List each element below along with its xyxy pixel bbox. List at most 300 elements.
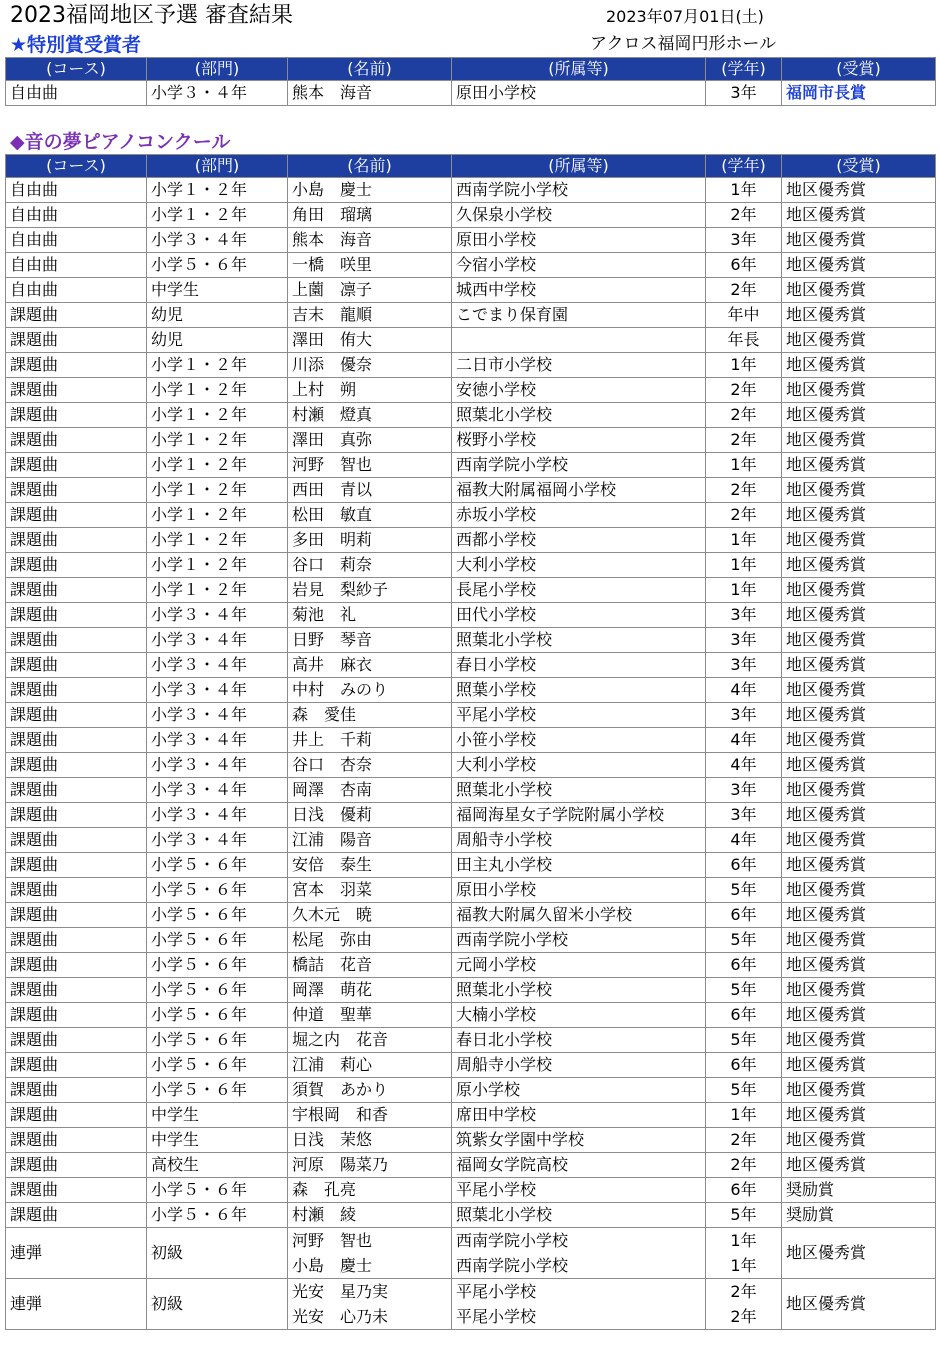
award-cell: 地区優秀賞 — [782, 828, 936, 853]
award-cell: 地区優秀賞 — [782, 1153, 936, 1178]
grade-cell: 2年 — [706, 1153, 782, 1178]
school-line: 平尾小学校 — [456, 1282, 537, 1301]
name-cell: 西田 青以 — [288, 478, 452, 503]
name-cell: 須賀 あかり — [288, 1078, 452, 1103]
award-cell: 地区優秀賞 — [782, 328, 936, 353]
column-header-school: (所属等) — [452, 58, 706, 81]
table-row — [6, 628, 936, 653]
school-cell: 原田小学校 — [452, 228, 706, 253]
school-cell: 筑紫女学園中学校 — [452, 1128, 706, 1153]
school-cell: 照葉北小学校 — [452, 978, 706, 1003]
school-cell: 福岡女学院高校 — [452, 1153, 706, 1178]
course-cell: 課題曲 — [6, 1028, 147, 1053]
name-cell: 岡澤 萌花 — [288, 978, 452, 1003]
concours-table-body — [6, 178, 936, 1330]
grade-cell: 5年 — [706, 1028, 782, 1053]
table-row — [6, 1178, 936, 1203]
school-line: 西南学院小学校 — [456, 1256, 569, 1275]
division-cell: 小学３・４年 — [147, 628, 288, 653]
table-row — [6, 828, 936, 853]
award-cell: 福岡市長賞 — [782, 81, 936, 106]
award-cell: 地区優秀賞 — [782, 878, 936, 903]
name-cell: 宇根岡 和香 — [288, 1103, 452, 1128]
division-cell: 小学１・２年 — [147, 203, 288, 228]
grade-cell: 1年 — [706, 578, 782, 603]
school-cell: 春日北小学校 — [452, 1028, 706, 1053]
course-cell: 課題曲 — [6, 953, 147, 978]
school-cell: 平尾小学校 — [452, 703, 706, 728]
grade-cell: 2年 — [706, 203, 782, 228]
division-cell: 小学３・４年 — [147, 803, 288, 828]
table-row — [6, 278, 936, 303]
duet-row — [6, 1279, 936, 1330]
award-cell: 地区優秀賞 — [782, 903, 936, 928]
school-cell: 大利小学校 — [452, 753, 706, 778]
course-cell: 課題曲 — [6, 728, 147, 753]
grade-cell: 5年 — [706, 1203, 782, 1228]
name-cell: 小島 慶士 — [288, 178, 452, 203]
name-cell: 宮本 羽菜 — [288, 878, 452, 903]
name-cell: 松尾 弥由 — [288, 928, 452, 953]
name-line: 河野 智也 — [292, 1231, 373, 1250]
name-line: 小島 慶士 — [292, 1256, 373, 1275]
table-row — [6, 578, 936, 603]
grade-cell: 2年 — [706, 478, 782, 503]
course-cell: 課題曲 — [6, 1078, 147, 1103]
name-cell: 上村 朔 — [288, 378, 452, 403]
division-cell: 小学１・２年 — [147, 453, 288, 478]
table-row — [6, 303, 936, 328]
table-row — [6, 203, 936, 228]
school-cell: 安徳小学校 — [452, 378, 706, 403]
course-cell: 課題曲 — [6, 978, 147, 1003]
award-cell: 地区優秀賞 — [782, 1003, 936, 1028]
name-cell: 中村 みのり — [288, 678, 452, 703]
division-cell: 小学１・２年 — [147, 403, 288, 428]
course-cell: 課題曲 — [6, 653, 147, 678]
school-cell — [452, 328, 706, 353]
grade-cell: 3年 — [706, 653, 782, 678]
name-cell: 江浦 陽音 — [288, 828, 452, 853]
award-cell: 地区優秀賞 — [782, 503, 936, 528]
course-cell: 課題曲 — [6, 478, 147, 503]
school-cell: こでまり保育園 — [452, 303, 706, 328]
course-cell: 課題曲 — [6, 828, 147, 853]
event-date: 2023年07月01日(土) — [606, 7, 764, 26]
award-cell: 地区優秀賞 — [782, 378, 936, 403]
division-cell: 小学３・４年 — [147, 603, 288, 628]
grade-cell: 年長 — [706, 328, 782, 353]
course-cell: 課題曲 — [6, 553, 147, 578]
table-row — [6, 1203, 936, 1228]
table-row — [6, 1153, 936, 1178]
name-cell: 上薗 凛子 — [288, 278, 452, 303]
course-cell: 課題曲 — [6, 428, 147, 453]
grade-cell: 6年 — [706, 953, 782, 978]
school-cell: 田代小学校 — [452, 603, 706, 628]
division-cell: 小学３・４年 — [147, 753, 288, 778]
column-header-award: (受賞) — [782, 58, 936, 81]
division-cell: 小学３・４年 — [147, 703, 288, 728]
course-cell: 課題曲 — [6, 378, 147, 403]
grade-cell: 6年 — [706, 853, 782, 878]
column-header-course: (コース) — [6, 155, 147, 178]
column-header-award: (受賞) — [782, 155, 936, 178]
course-cell: 課題曲 — [6, 1153, 147, 1178]
table-row — [6, 378, 936, 403]
award-cell: 地区優秀賞 — [782, 278, 936, 303]
event-venue: アクロス福岡円形ホール — [590, 34, 777, 54]
grade-cell: 2年 — [706, 428, 782, 453]
name-cell: 澤田 真弥 — [288, 428, 452, 453]
concours-results-table — [5, 154, 936, 1330]
grade-cell: 4年 — [706, 678, 782, 703]
school-cell: 周船寺小学校 — [452, 1053, 706, 1078]
course-cell: 課題曲 — [6, 853, 147, 878]
division-cell: 小学５・６年 — [147, 1178, 288, 1203]
division-cell: 幼児 — [147, 303, 288, 328]
grade-cell: 年中 — [706, 303, 782, 328]
course-cell: 課題曲 — [6, 703, 147, 728]
column-header-name: (名前) — [288, 58, 452, 81]
name-cell: 仲道 聖華 — [288, 1003, 452, 1028]
name-line: 光安 心乃未 — [292, 1307, 389, 1326]
grade-cell — [706, 1228, 782, 1279]
grade-cell: 2年 — [706, 403, 782, 428]
course-cell: 課題曲 — [6, 1003, 147, 1028]
name-cell: 河野 智也 — [288, 453, 452, 478]
table-row — [6, 1078, 936, 1103]
award-cell: 地区優秀賞 — [782, 728, 936, 753]
award-cell: 地区優秀賞 — [782, 803, 936, 828]
school-cell: 西南学院小学校 — [452, 928, 706, 953]
column-header-grade: (学年) — [706, 58, 782, 81]
name-cell: 森 愛佳 — [288, 703, 452, 728]
name-cell: 岡澤 杏南 — [288, 778, 452, 803]
school-cell — [452, 1228, 706, 1279]
school-cell: 赤坂小学校 — [452, 503, 706, 528]
division-cell: 小学５・６年 — [147, 953, 288, 978]
award-cell: 奨励賞 — [782, 1203, 936, 1228]
grade-line: 2年 — [730, 1282, 757, 1301]
grade-line: 1年 — [730, 1231, 757, 1250]
course-cell: 課題曲 — [6, 628, 147, 653]
course-cell: 課題曲 — [6, 778, 147, 803]
award-cell: 地区優秀賞 — [782, 853, 936, 878]
course-cell: 課題曲 — [6, 928, 147, 953]
award-cell: 地区優秀賞 — [782, 303, 936, 328]
name-cell: 松田 敏直 — [288, 503, 452, 528]
grade-cell: 2年 — [706, 1128, 782, 1153]
division-cell: 小学５・６年 — [147, 1028, 288, 1053]
column-header-grade: (学年) — [706, 155, 782, 178]
award-cell: 地区優秀賞 — [782, 703, 936, 728]
table-row — [6, 1028, 936, 1053]
table-row — [6, 678, 936, 703]
grade-cell: 6年 — [706, 253, 782, 278]
course-cell: 課題曲 — [6, 1203, 147, 1228]
division-cell: 小学１・２年 — [147, 378, 288, 403]
award-cell: 地区優秀賞 — [782, 428, 936, 453]
special-award-table — [5, 57, 936, 106]
name-cell: 谷口 莉奈 — [288, 553, 452, 578]
grade-cell: 1年 — [706, 453, 782, 478]
table-row — [6, 1003, 936, 1028]
division-cell: 小学１・２年 — [147, 553, 288, 578]
course-cell: 課題曲 — [6, 603, 147, 628]
table-row — [6, 428, 936, 453]
course-cell: 課題曲 — [6, 453, 147, 478]
award-cell: 地区優秀賞 — [782, 253, 936, 278]
school-cell: 田主丸小学校 — [452, 853, 706, 878]
name-cell: 高井 麻衣 — [288, 653, 452, 678]
course-cell: 課題曲 — [6, 503, 147, 528]
course-cell: 自由曲 — [6, 203, 147, 228]
division-cell: 小学５・６年 — [147, 1078, 288, 1103]
school-cell: 福教大附属久留米小学校 — [452, 903, 706, 928]
division-cell: 小学１・２年 — [147, 478, 288, 503]
award-cell: 地区優秀賞 — [782, 478, 936, 503]
grade-cell — [706, 1279, 782, 1330]
course-cell: 自由曲 — [6, 178, 147, 203]
name-cell: 安倍 泰生 — [288, 853, 452, 878]
division-cell: 小学５・６年 — [147, 1003, 288, 1028]
school-cell: 春日小学校 — [452, 653, 706, 678]
grade-cell: 2年 — [706, 278, 782, 303]
grade-line: 2年 — [730, 1307, 757, 1326]
school-cell: 西都小学校 — [452, 528, 706, 553]
name-cell: 谷口 杏奈 — [288, 753, 452, 778]
award-cell: 地区優秀賞 — [782, 928, 936, 953]
award-cell: 地区優秀賞 — [782, 1228, 936, 1279]
grade-cell: 1年 — [706, 353, 782, 378]
school-cell: 長尾小学校 — [452, 578, 706, 603]
grade-cell: 5年 — [706, 928, 782, 953]
name-cell: 一橋 咲里 — [288, 253, 452, 278]
school-cell: 照葉小学校 — [452, 678, 706, 703]
school-cell: 照葉北小学校 — [452, 1203, 706, 1228]
course-cell: 課題曲 — [6, 353, 147, 378]
grade-cell: 5年 — [706, 978, 782, 1003]
division-cell: 小学３・４年 — [147, 653, 288, 678]
award-cell: 地区優秀賞 — [782, 1279, 936, 1330]
table-row — [6, 978, 936, 1003]
course-cell: 自由曲 — [6, 278, 147, 303]
award-cell: 地区優秀賞 — [782, 1053, 936, 1078]
school-cell: 大利小学校 — [452, 553, 706, 578]
table-row — [6, 403, 936, 428]
table-row — [6, 178, 936, 203]
division-cell: 小学５・６年 — [147, 1053, 288, 1078]
name-cell: 吉末 龍順 — [288, 303, 452, 328]
grade-cell: 3年 — [706, 778, 782, 803]
division-cell: 小学１・２年 — [147, 528, 288, 553]
course-cell: 課題曲 — [6, 753, 147, 778]
name-line: 光安 星乃実 — [292, 1282, 389, 1301]
division-cell: 小学１・２年 — [147, 353, 288, 378]
grade-cell: 4年 — [706, 753, 782, 778]
name-cell: 日野 琴音 — [288, 628, 452, 653]
division-cell: 高校生 — [147, 1153, 288, 1178]
table-header-row — [6, 155, 936, 178]
grade-cell: 5年 — [706, 878, 782, 903]
name-cell: 井上 千莉 — [288, 728, 452, 753]
table-row — [6, 778, 936, 803]
table-row — [6, 503, 936, 528]
division-cell: 小学３・４年 — [147, 828, 288, 853]
school-cell — [452, 1279, 706, 1330]
division-cell: 小学１・２年 — [147, 503, 288, 528]
name-cell: 多田 明莉 — [288, 528, 452, 553]
division-cell: 中学生 — [147, 1128, 288, 1153]
column-header-division: (部門) — [147, 58, 288, 81]
school-cell: 西南学院小学校 — [452, 453, 706, 478]
name-cell — [288, 1228, 452, 1279]
award-cell: 地区優秀賞 — [782, 353, 936, 378]
name-cell: 日浅 優莉 — [288, 803, 452, 828]
course-cell: 連弾 — [6, 1279, 147, 1330]
award-cell: 地区優秀賞 — [782, 753, 936, 778]
course-cell: 課題曲 — [6, 403, 147, 428]
course-cell: 課題曲 — [6, 903, 147, 928]
division-cell: 初級 — [147, 1228, 288, 1279]
grade-cell: 6年 — [706, 903, 782, 928]
division-cell: 小学１・２年 — [147, 578, 288, 603]
grade-line: 1年 — [730, 1256, 757, 1275]
name-cell: 角田 瑠璃 — [288, 203, 452, 228]
school-cell: 福岡海星女子学院附属小学校 — [452, 803, 706, 828]
table-row — [6, 353, 936, 378]
table-row — [6, 878, 936, 903]
division-cell: 小学１・２年 — [147, 428, 288, 453]
grade-cell: 2年 — [706, 378, 782, 403]
grade-cell: 3年 — [706, 703, 782, 728]
award-cell: 地区優秀賞 — [782, 628, 936, 653]
school-cell: 元岡小学校 — [452, 953, 706, 978]
course-cell: 課題曲 — [6, 803, 147, 828]
grade-cell: 3年 — [706, 228, 782, 253]
name-cell: 熊本 海音 — [288, 81, 452, 106]
grade-cell: 6年 — [706, 1178, 782, 1203]
name-cell: 川添 優奈 — [288, 353, 452, 378]
award-cell: 地区優秀賞 — [782, 1028, 936, 1053]
division-cell: 小学５・６年 — [147, 878, 288, 903]
division-cell: 小学３・４年 — [147, 678, 288, 703]
school-cell: 平尾小学校 — [452, 1178, 706, 1203]
course-cell: 課題曲 — [6, 1178, 147, 1203]
division-cell: 中学生 — [147, 278, 288, 303]
school-cell: 周船寺小学校 — [452, 828, 706, 853]
grade-cell: 3年 — [706, 603, 782, 628]
grade-cell: 5年 — [706, 1078, 782, 1103]
division-cell: 小学５・６年 — [147, 853, 288, 878]
grade-cell: 2年 — [706, 503, 782, 528]
special-award-title: ★特別賞受賞者 — [10, 34, 142, 56]
table-row — [6, 228, 936, 253]
name-cell: 河原 陽菜乃 — [288, 1153, 452, 1178]
grade-cell: 1年 — [706, 178, 782, 203]
award-cell: 地区優秀賞 — [782, 953, 936, 978]
award-cell: 地区優秀賞 — [782, 203, 936, 228]
division-cell: 小学５・６年 — [147, 978, 288, 1003]
name-cell — [288, 1279, 452, 1330]
name-cell: 熊本 海音 — [288, 228, 452, 253]
award-cell: 地区優秀賞 — [782, 653, 936, 678]
table-row — [6, 753, 936, 778]
division-cell: 初級 — [147, 1279, 288, 1330]
school-cell: 席田中学校 — [452, 1103, 706, 1128]
table-row — [6, 803, 936, 828]
award-cell: 地区優秀賞 — [782, 1078, 936, 1103]
school-cell: 今宿小学校 — [452, 253, 706, 278]
name-cell: 森 孔亮 — [288, 1178, 452, 1203]
school-line: 平尾小学校 — [456, 1307, 537, 1326]
table-row — [6, 953, 936, 978]
course-cell: 課題曲 — [6, 1128, 147, 1153]
school-cell: 照葉北小学校 — [452, 778, 706, 803]
table-row — [6, 928, 936, 953]
name-cell: 村瀬 燈真 — [288, 403, 452, 428]
award-cell: 地区優秀賞 — [782, 678, 936, 703]
table-header-row — [6, 58, 936, 81]
school-cell: 二日市小学校 — [452, 353, 706, 378]
division-cell: 小学５・６年 — [147, 903, 288, 928]
column-header-course: (コース) — [6, 58, 147, 81]
school-cell: 久保泉小学校 — [452, 203, 706, 228]
division-cell: 中学生 — [147, 1103, 288, 1128]
school-cell: 西南学院小学校 — [452, 178, 706, 203]
course-cell: 課題曲 — [6, 678, 147, 703]
award-cell: 地区優秀賞 — [782, 403, 936, 428]
grade-cell: 1年 — [706, 528, 782, 553]
table-row — [6, 853, 936, 878]
grade-cell: 3年 — [706, 628, 782, 653]
division-cell: 小学３・４年 — [147, 228, 288, 253]
grade-cell: 6年 — [706, 1053, 782, 1078]
table-row — [6, 528, 936, 553]
division-cell: 小学５・６年 — [147, 928, 288, 953]
school-cell: 原田小学校 — [452, 81, 706, 106]
table-row — [6, 553, 936, 578]
grade-cell: 4年 — [706, 728, 782, 753]
name-cell: 久木元 暁 — [288, 903, 452, 928]
name-cell: 堀之内 花音 — [288, 1028, 452, 1053]
grade-cell: 1年 — [706, 553, 782, 578]
table-row — [6, 653, 936, 678]
table-row — [6, 903, 936, 928]
school-cell: 城西中学校 — [452, 278, 706, 303]
course-cell: 課題曲 — [6, 1103, 147, 1128]
grade-cell: 6年 — [706, 1003, 782, 1028]
name-cell: 菊池 礼 — [288, 603, 452, 628]
concours-section-title: ◆音の夢ピアノコンクール — [10, 131, 231, 153]
division-cell: 小学１・２年 — [147, 178, 288, 203]
course-cell: 課題曲 — [6, 578, 147, 603]
grade-cell: 1年 — [706, 1103, 782, 1128]
award-cell: 地区優秀賞 — [782, 1103, 936, 1128]
table-row — [6, 603, 936, 628]
course-cell: 自由曲 — [6, 228, 147, 253]
table-row — [6, 1128, 936, 1153]
grade-cell: 3年 — [706, 81, 782, 106]
course-cell: 課題曲 — [6, 1053, 147, 1078]
column-header-school: (所属等) — [452, 155, 706, 178]
table-row — [6, 453, 936, 478]
school-cell: 桜野小学校 — [452, 428, 706, 453]
column-header-name: (名前) — [288, 155, 452, 178]
school-cell: 照葉北小学校 — [452, 403, 706, 428]
award-cell: 地区優秀賞 — [782, 978, 936, 1003]
